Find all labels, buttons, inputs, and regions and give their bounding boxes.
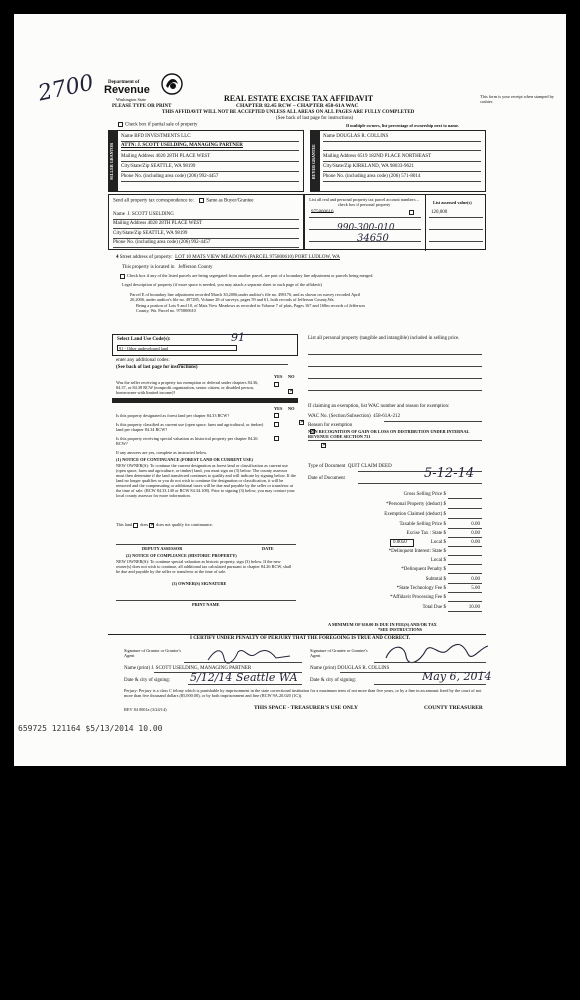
land-use-section: Select Land Use Code(s): 91 91 - Other undeveloped land enter any additional codes: (See back of last page for instructions) YES NO Was the seller receiving a property tax exemption or deferral under chapters 84.36, 84.37, or 84.38 RCW (nonprofit organization, senior citizen, or disabled person, homeowner with limited income)? ✕ YES NO Is this property designated as forest land per chapter 84.33 RCW? ✕ Is this property classified as current use (open space, farm and agricultural, or timber) land per chapter 84.34 RCW? ✕ Is this property receiving special valuation as historical property per chapter 84.26 RCW? ✕ If any answers are yes, complete as instructed below. (1) NOTICE OF CONTINUANCE (FOREST LAND OR CURRENT USE) NEW OWNER(S): To continue the current designation as forest land or classification as current use (open space, farm and agriculture, or timber) land, you must sign on (3) below. The county assessor must then determine if the land transferred continues to qualify and will indicate by signing below. If the land no longer qualifies or you do not wish to continue the designation or classification, it will be removed and the compensating or additional taxes will be due and payable by the seller or transferor at the time of sale. (RCW 84.33.140 or RCW 84.34.108). Prior to signing (3) below, you may contact your local county assessor for more information. This land does ✕ does not qualify for continuance. DEPUTY ASSESSOR DATE (2) NOTICE OF COMPLIANCE (HISTORIC PROPERTY) NEW OWNER(S): To continue special valuation as historic property, sign (3) below. If the new owner(s) does not wish to continue, all additional tax calculated pursuant to chapter 84.26 RCW, shall be due and payable by the seller or transferor at the time of sale. (3) OWNER(S) SIGNATURE PRINT NAME xyxy=(112,334,298,634)
buyer-address[interactable]: 6519 182ND PLACE NORTHEAST xyxy=(357,154,432,159)
recording-stamp: 659725 121164 $5/13/2014 10.00 xyxy=(18,724,163,733)
same-as-buyer-check[interactable] xyxy=(199,198,204,203)
parcel-personal-check[interactable] xyxy=(409,210,416,217)
revenue-seal-icon xyxy=(160,72,184,96)
correspondence-name[interactable]: J. SCOTT USELDING xyxy=(127,212,174,217)
q4-yes[interactable] xyxy=(274,436,279,441)
buyer-phone[interactable]: (206) 571-8014 xyxy=(389,174,421,179)
seller-attn[interactable]: ATTN: J. SCOTT USELDING, MANAGING PARTNER xyxy=(121,143,243,148)
tech-fee[interactable]: 5.00 xyxy=(471,586,480,591)
grantor-signature[interactable] xyxy=(204,646,294,667)
please-type: PLEASE TYPE OR PRINT xyxy=(112,104,172,109)
property-county[interactable]: Jefferson County xyxy=(178,265,213,270)
form-chapter: CHAPTER 82.45 RCW – CHAPTER 458-61A WAC xyxy=(236,103,359,109)
correspondence-phone[interactable]: (206) 992-4457 xyxy=(179,240,211,245)
excise-state[interactable]: 0.00 xyxy=(471,531,480,536)
q2-yes[interactable] xyxy=(274,413,279,418)
county-treasurer: COUNTY TREASURER xyxy=(424,705,483,711)
taxable-price[interactable]: 0.00 xyxy=(471,522,480,527)
perjury-note: Perjury: Perjury is a class C felony which is punishable by imprisonment in the state correctional institution for a maximum term of not more than five years, or by a fine in an amount fixed by the court of not more than five thousand dollars ($5,000.00), or by both imprisonment and fine (RCW 9A.20.020 (1C)). xyxy=(124,688,482,698)
buyer-name[interactable]: DOUGLAS R. COLLINS xyxy=(336,134,389,139)
land-use-box: Select Land Use Code(s): 91 91 - Other undeveloped land xyxy=(112,334,298,356)
seller-name[interactable]: BFD INVESTMENTS LLC xyxy=(134,134,191,139)
seller-section: SELLER GRANTOR Name BFD INVESTMENTS LLC ATTN: J. SCOTT USELDING, MANAGING PARTNER Mailing Address 4020 28TH PLACE WEST City/State/Zip SEATTLE, WA 98199 Phone No. (including area code) (206) 992-4457 xyxy=(108,130,304,192)
parcel-number-handwritten: 990-300-010 xyxy=(337,223,395,233)
land-use-select[interactable]: 91 - Other undeveloped land xyxy=(117,345,237,351)
q1-no[interactable] xyxy=(288,389,293,394)
form-revision: REV 84 0001a (3/24/14) xyxy=(124,707,167,712)
total-due[interactable]: 10.00 xyxy=(468,605,480,610)
seller-city[interactable]: SEATTLE, WA 98199 xyxy=(150,164,196,169)
q3-yes[interactable] xyxy=(274,422,279,427)
property-section: 4 Street address of property: LOT 10 MATS VIEW MEADOWS (PARCEL 975800610) PORT LUDLOW, WA This property is located in Jefferson County Check box if any of the listed parcels are being segregated from another parcel, are part of a boundary line adjustment or parcels being merged. Legal description of property (if more space is needed, you may attach a separate sheet to each page of the affidavit) Parcel E of boundary line adjustment recorded March 30,2006,under auditor's file no. 498176, and as shown on survey recorded April 20,2006, under auditor's file no. 497285, Volume 28 of surveys, pages 59 and 61, both records of Jefferson County,Wa. Being a portion of Lots 9 and 10, of Mats View Meadows as recorded in Volume 7 of plats, Pages 167 and 168m records of Jefferson County, Wa. Parcel no. 975800610 xyxy=(116,255,374,314)
parcel-number-handwritten-2: 34650 xyxy=(357,233,389,244)
receipt-note: This form is your receipt when stamped by cashier. xyxy=(480,94,554,104)
legal-description[interactable]: Parcel E of boundary line adjustment recorded March 30,2006,under auditor's file no. 498176, and as shown on survey recorded April 20,2006, under auditor's file no. 497285, Volume 28 of surveys, pages 59 and 61, both records of Jefferson County,Wa. Being a portion of Lots 9 and 10, of Mats View Meadows as recorded in Volume 7 of plats, Pages 167 and 168m records of Jefferson County, Wa. Parcel no. 975800610 xyxy=(130,292,365,314)
multiple-owners-note: If multiple owners, list percentage of ownership next to name. xyxy=(346,123,459,128)
form-see-back: (See back of last page for instructions) xyxy=(276,116,354,121)
seller-tab: SELLER GRANTOR xyxy=(109,131,118,192)
correspondence-city[interactable]: SEATTLE, WA 98199 xyxy=(142,231,188,236)
parcels-section: List all real and personal property tax parcel account numbers – check box if personal property List assessed value(s) 975800610 120,000 990-300-010 34650 xyxy=(304,194,486,250)
grantor-date-city[interactable]: 5/12/14 Seattle WA xyxy=(190,671,298,684)
parcel-number-typed[interactable]: 975800610 xyxy=(311,210,334,215)
treasurer-use: THIS SPACE - TREASURER'S USE ONLY xyxy=(254,705,358,711)
exemption-reason[interactable]: NON RECOGNITION OF GAIN OR LOSS ON DISTRIBUTION UNDER INTERNAL REVENUE CODE SECTION 731 xyxy=(308,429,470,439)
assessed-value[interactable]: 120,000 xyxy=(431,210,448,215)
correspondence-address[interactable]: 4020 28TH PLACE WEST xyxy=(147,221,203,226)
document-date[interactable]: 5-12-14 xyxy=(424,466,475,481)
wac-number[interactable]: 458-61A-212 xyxy=(373,414,401,419)
certify-statement: I CERTIFY UNDER PENALTY OF PERJURY THAT THE FOREGOING IS TRUE AND CORRECT. xyxy=(190,636,411,641)
grantee-print-name[interactable]: DOUGLAS R. COLLINS xyxy=(337,666,390,671)
document-type[interactable]: QUIT CLAIM DEED xyxy=(347,464,392,469)
buyer-city[interactable]: KIRKLAND, WA 98033-9621 xyxy=(352,164,415,169)
continuance-choice[interactable]: This land does ✕ does not qualify for continuance. xyxy=(116,522,213,528)
grantee-signature[interactable] xyxy=(382,640,492,671)
tax-rate[interactable]: 0.0050 xyxy=(390,539,414,547)
dor-logo: Department of Revenue Washington State xyxy=(102,72,192,112)
land-use-code-handwritten: 91 xyxy=(231,331,245,344)
correspondence-section: Send all property tax correspondence to: Same as Buyer/Grantee Name J. SCOTT USELDING Mailing Address 4020 28TH PLACE WEST City/State/Zip SEATTLE, WA 98199 Phone No. (including area code) (206) 992-4457 xyxy=(108,194,304,250)
form-title: REAL ESTATE EXCISE TAX AFFIDAVIT xyxy=(224,94,374,103)
form-warning: THIS AFFIDAVIT WILL NOT BE ACCEPTED UNLESS ALL AREAS ON ALL PAGES ARE FULLY COMPLETED xyxy=(162,110,415,115)
buyer-tab: BUYER GRANTEE xyxy=(311,131,320,192)
partial-sale-check[interactable]: Check box if partial sale of property xyxy=(118,122,197,129)
subtotal[interactable]: 0.00 xyxy=(471,577,480,582)
right-column: List all personal property (tangible and intangible) included in selling price. If claiming an exemption, list WAC number and reason for exemption: WAC No. (Section/Subsection) 458-61A-212 Reason for exemption NON RECOGNITION OF GAIN OR LOSS ON DISTRIBUTION UNDER INTERNAL REVENUE CODE SECTION 731 Type of Document QUIT CLAIM DEED Date of Document 5-12-14 Gross Selling Price $ *Personal Property (deduct) $ Exemption Claimed (deduct) $ Taxable Selling Price $ 0.00 Excise Tax : State $ 0.00 0.0050 Local $ 0.00 *Delinquent Interest: State $ Local $ *Delinquent Penalty $ Subtotal $ 0.00 *State Technology Fee $ 5.00 *Affidavit Processing Fee $ Total Due $ 10.00 A MINIMUM OF $10.00 IS DUE IN FEE(S) AND/OR TAX *SEE INSTRUCTIONS xyxy=(304,334,486,634)
excise-local[interactable]: 0.00 xyxy=(471,540,480,545)
segregated-check[interactable]: Check box if any of the listed parcels are being segregated from another parcel, are part of a boundary line adjustment or parcels being merged. xyxy=(120,273,373,279)
seller-phone[interactable]: (206) 992-4457 xyxy=(187,174,219,179)
seller-address[interactable]: 4020 28TH PLACE WEST xyxy=(155,154,211,159)
grantor-print-name[interactable]: J. SCOTT USELDING, MANAGING PARTNER xyxy=(151,666,252,671)
buyer-section: BUYER GRANTEE Name DOUGLAS R. COLLINS Mailing Address 6519 182ND PLACE NORTHEAST City/State/Zip KIRKLAND, WA 98033-9621 Phone No. (including area code) (206) 571-8014 xyxy=(310,130,486,192)
q1-yes[interactable] xyxy=(274,382,279,387)
property-street[interactable]: LOT 10 MATS VIEW MEADOWS (PARCEL 975800610) PORT LUDLOW, WA xyxy=(175,255,340,260)
grantee-date-city[interactable]: May 6, 2014 xyxy=(422,670,492,683)
margin-note: 2700 xyxy=(36,70,96,107)
affidavit-page: 2700 Department of Revenue Washington State PLEASE TYPE OR PRINT REAL ESTATE EXCISE TAX AFFIDAVIT CHAPTER 82.45 RCW – CHAPTER 458-61A WAC THIS AFFIDAVIT WILL NOT BE ACCEPTED UNLESS ALL AREAS ON ALL PAGES ARE FULLY COMPLETED (See back of last page for instructions) This form is your receipt when stamped by cashier. Check box if partial sale of property If multiple owners, list percentage of ownership next to name. SELLER GRANTOR Name BFD INVESTMENTS LLC ATTN: J. SCOTT USELDING, MANAGING PARTNER Mailing Address 4020 28TH PLACE WEST City/State/Zip SEATTLE, WA 98199 Phone No. (including area code) (206) 992-4457 BUYER GRANTEE Name DOUGLAS R. COLLINS Mailing Address 6519 182ND PLACE NORTHEAST City/State/Zip KIRKLAND, WA 98033-9621 Phone No. (including area code) (206) 571-8014 Send all property tax correspondence to: Same as Buyer/Grantee Name J. SCOTT USELDING Mailing Address 4020 28TH PLACE WEST City/State/Zip SEATTLE, WA 98199 Phone No. (including area code) (206) 992-4457 List all real and personal property tax parcel account numbers – check box if personal property List assessed value(s) 975800610 120,000 990-300-010 34650 4 Street address of property: LOT 10 MATS VIEW MEADOWS (PARCEL 975800610) PORT LUDLOW, WA This property is located in Jefferson County Check box if any of the listed parcels are being segregated from another parcel, are part of a boundary line adjustment or parcels being merged. Legal description of property (if more space is needed, you may attach a separate sheet to each page of the affidavit) Parcel E of boundary line adjustment recorded March 30,2006,under auditor's file no. 498176, and as shown on survey recorded April 20,2006, under auditor's file no. 497285, Volume 28 of surveys, pages 59 and 61, both records of Jefferson County,Wa. Being a portion of Lots 9 and 10, of Mats View Meadows as recorded in Volume 7 of plats, Pages 167 and 168m records of Jefferson County, Wa. Parcel no. 975800610 Select Land Use Code(s): 91 91 - Other undeveloped land enter any additional codes: (See back of last page for instructions) YES NO Was the seller receiving a property tax exemption or deferral under chapters 84.36, 84.37, or 84.38 RCW (nonprofit organization, senior citizen, or disabled person, homeowner with limited income)? ✕ YES NO Is this property designated as forest land per chapter 84.33 RCW? ✕ Is this property classified as current use (open space, farm and agricultural, or timber) land per chapter 84.34 RCW? ✕ Is this property receiving special valuation as historical property per chapter 84.26 RCW? ✕ If any answers are yes, complete as instructed below. (1) NOTICE OF CONTINUANCE (FOREST LAND OR CURRENT USE) NEW OWNER(S): To continue the current designation as forest land or classification as current use (open space, farm and agriculture, or timber) land, you must sign on (3) below. The county assessor must then determine if the land transferred continues to qualify and will indicate by signing below. If the land no longer qualifies or you do not wish to continue the designation or classification, it will be removed and the compensating or additional taxes will be due and payable by the seller or transferor at the time of sale. (RCW 84.33.140 or RCW 84.34.108). Prior to signing (3) below, you may contact your local county assessor for more information. This land does ✕ does not qualify for continuance. DEPUTY ASSESSOR DATE (2) NOTICE OF COMPLIANCE (HISTORIC PROPERTY) NEW OWNER(S): To continue special valuation as historic property, sign (3) below. If the new owner(s) does not wish to continue, all additional tax calculated pursuant to chapter 84.26 RCW, shall be due and payable by the seller or transferor at the time of sale. (3) OWNER(S) SIGNATURE PRINT NAME List all personal property (tangible and intangible) included in selling price. If claiming an exemption, list WAC number and reason for exemption: WAC No. (Section/Subsection) 458-61A-212 Reason for exemption NON RECOGNITION OF GAIN OR LOSS ON DISTRIBUTION UNDER INTERNAL REVENUE CODE SECTION 731 Type of Document QUIT CLAIM DEED Date of Document 5-12-14 Gross Selling Price $ *Personal Property (deduct) $ Exemption Claimed (deduct) $ Taxable Selling Price $ 0.00 Excise Tax : State $ 0.00 0.0050 Local $ 0.00 *Delinquent Interest: State $ Local $ *Delinquent Penalty $ Subtotal $ 0.00 *State Technology Fee $ 5.00 *Affidavit Processing Fee $ Total Due $ 10.00 A MINIMUM OF $10.00 IS DUE IN FEE(S) AND/OR TAX *SEE INSTRUCTIONS I CERTIFY UNDER PENALTY OF PERJURY THAT THE FOREGOING IS TRUE AND CORRECT. Signature of Grantor or Grantor's Agent Signature of Grantee or Grantee's Agent Name (print) J. SCOTT USELDING, MANAGING PARTNER Name (print) DOUGLAS R. COLLINS Date & city of signing: 5/12/14 Seattle WA Date & city of signing: May 6, 2014 Perjury: Perjury is a class C felony which is punishable by imprisonment in the state correctional institution for a maximum term of not more than five years, or by a fine in an amount fixed by the court of not more than five thousand dollars ($5,000.00), or by both imprisonment and fine (RCW 9A.20.020 (1C)). REV 84 0001a (3/24/14) THIS SPACE - TREASURER'S USE ONLY COUNTY TREASURER 659725 121164 $5/13/2014 10.00 xyxy=(14,14,566,766)
